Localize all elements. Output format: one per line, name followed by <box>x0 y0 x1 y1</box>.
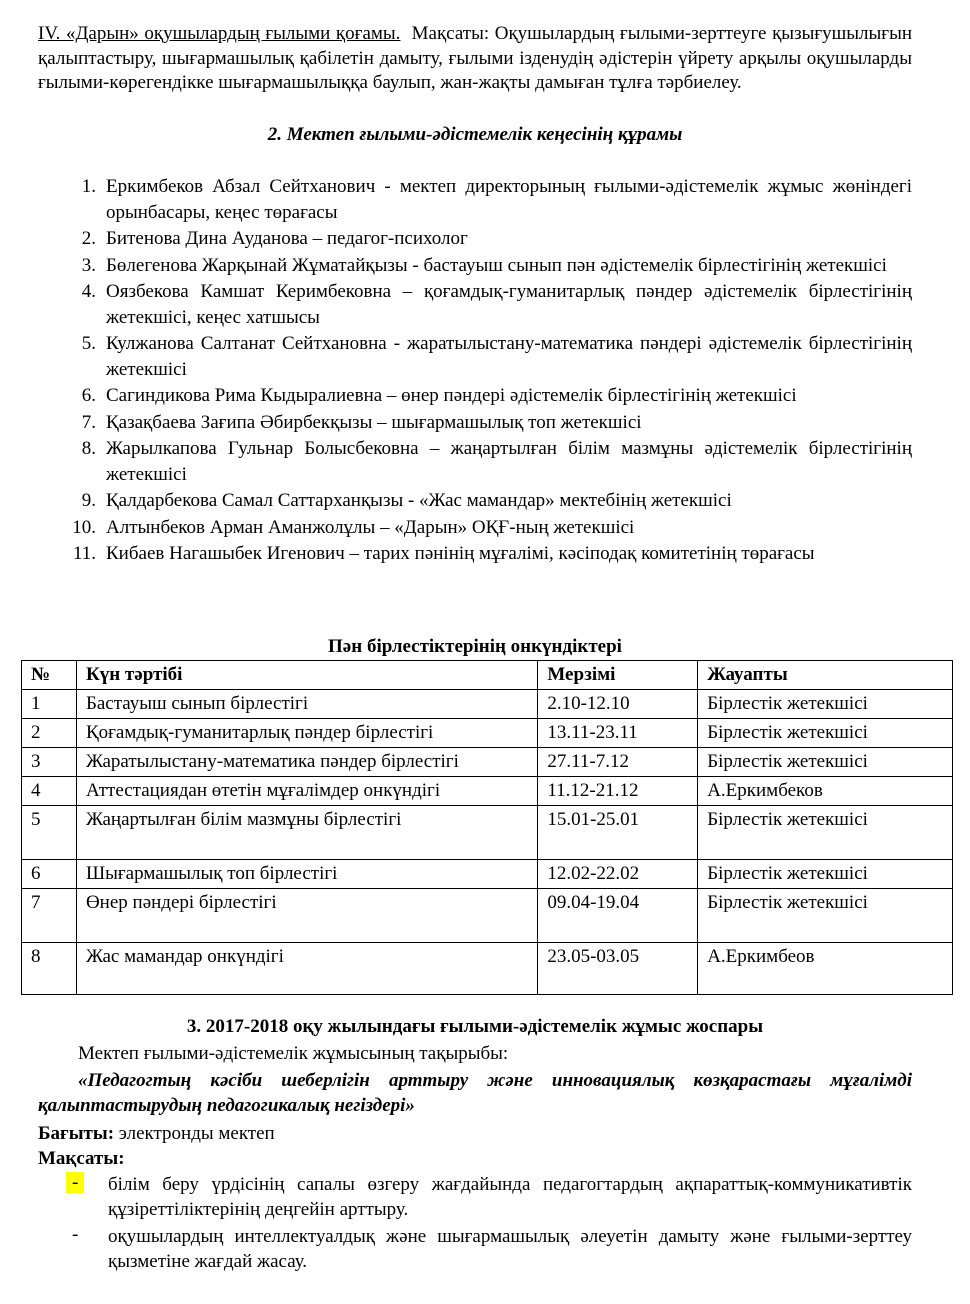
council-member-item <box>62 174 912 225</box>
cell-date: 15.01-25.01 <box>538 806 698 860</box>
list-number: 3. <box>81 254 96 276</box>
table-row <box>22 719 953 748</box>
onkundik-table <box>21 660 953 995</box>
council-member-item <box>62 488 912 514</box>
header-date: Мерзімі <box>538 661 698 690</box>
topic-text: «Педагогтың кәсіби шеберлігін арттыру және инновациялық көзқарастағы мұғалімді қалыптастырудың педагогикалық негіздері» <box>38 1070 912 1116</box>
member-text: Битенова Дина Ауданова – педагог-психолог <box>106 228 468 249</box>
table-row <box>22 943 953 995</box>
cell-date: 23.05-03.05 <box>538 943 698 995</box>
goal-item-1 <box>72 1172 912 1222</box>
member-text: Еркимбеков Абзал Сейтханович - мектеп директорының ғылыми-әдістемелік жұмыс жөніндегі орынбасары, кеңес төрағасы <box>106 176 912 223</box>
cell-resp: Бірлестік жетекшісі <box>698 860 953 889</box>
cell-item: Аттестациядан өтетін мұғалімдер онкүндігі <box>76 777 537 806</box>
cell-n: 3 <box>22 748 77 777</box>
intro-text: Мақсаты: Оқушылардың ғылыми-зерттеуге қызығушылығын қалыптастыру, шығармашылық қабілетін дамыту, ғылыми ізденудің әдістерін үйрету арқылы оқушыларды ғылыми-көрегендікке шығармашылыққа баулып, жан-жақты дамыған тұлға тәрбиелеу. <box>38 23 913 93</box>
council-member-item <box>62 515 912 541</box>
cell-resp: Бірлестік жетекшісі <box>698 690 953 719</box>
topic-label: Мектеп ғылыми-әдістемелік жұмысының тақырыбы: <box>78 1043 509 1064</box>
direction-line <box>38 1122 275 1146</box>
cell-n: 7 <box>22 889 77 943</box>
list-number: 6. <box>81 385 96 406</box>
highlighted-dash: - <box>66 1172 84 1193</box>
council-member-item <box>62 279 912 330</box>
list-number: 2. <box>81 228 96 249</box>
list-number: 1. <box>81 176 96 197</box>
section-lead: IV. «Дарын» оқушылардың ғылыми қоғамы. <box>38 23 401 44</box>
goals-label: Мақсаты: <box>38 1148 125 1169</box>
list-number: 8. <box>81 438 96 459</box>
cell-resp: Бірлестік жетекшісі <box>698 719 953 748</box>
goal-item-2 <box>72 1224 912 1274</box>
cell-item: Қоғамдық-гуманитарлық пәндер бірлестігі <box>76 719 537 748</box>
cell-n: 5 <box>22 806 77 860</box>
goal-text-1: білім беру үрдісінің сапалы өзгеру жағдайында педагогтардың ақпараттық-коммуникативтік құзіреттіліктерінің деңгейін арттыру. <box>108 1174 912 1220</box>
table-row <box>22 806 953 860</box>
list-number: 11. <box>72 543 96 564</box>
goal-dash-2: - <box>72 1224 79 1245</box>
council-member-item <box>62 253 912 279</box>
intro-paragraph <box>38 22 912 96</box>
table-row <box>22 777 953 806</box>
direction-label: Бағыты: <box>38 1123 115 1144</box>
table-title: Пән бірлестіктерінің онкүндіктері <box>328 636 622 657</box>
member-text: Алтынбеков Арман Аманжолұлы – «Дарын» ОҚҒ-ның жетекшісі <box>106 516 635 538</box>
table-header-row <box>22 661 953 690</box>
goal-text-2: оқушылардың интеллектуалдық және шығармашылық әлеуетін дамыту және ғылыми-зерттеу қызметіне жағдай жасау. <box>108 1226 912 1272</box>
cell-date: 09.04-19.04 <box>538 889 698 943</box>
table-row <box>22 690 953 719</box>
member-text: Кибаев Нагашыбек Игенович – тарих пәнінің мұғалімі, кәсіподақ комитетінің төрағасы <box>106 543 815 564</box>
member-text: Оязбекова Камшат Керимбековна – қоғамдық-гуманитарлық пәндер әдістемелік бірлестігінің жетекшісі, кеңес хатшысы <box>106 281 912 328</box>
member-text: Бөлегенова Жарқынай Жұматайқызы - бастауыш сынып пән әдістемелік бірлестігінің жетекшісі <box>106 254 887 276</box>
header-item: Күн тәртібі <box>76 661 537 690</box>
member-text: Қалдарбекова Самал Саттарханқызы - «Жас мамандар» мектебінің жетекшісі <box>106 490 732 511</box>
cell-item: Жас мамандар онкүндігі <box>76 943 537 995</box>
council-member-item <box>62 541 912 567</box>
council-member-item <box>62 410 912 436</box>
cell-item: Өнер пәндері бірлестігі <box>76 889 537 943</box>
cell-n: 6 <box>22 860 77 889</box>
member-text: Қазақбаева Зағипа Әбирбекқызы – шығармашылық топ жетекшісі <box>106 411 642 433</box>
council-member-item <box>62 331 912 382</box>
header-responsible: Жауапты <box>698 661 953 690</box>
cell-date: 11.12-21.12 <box>538 777 698 806</box>
table-row <box>22 860 953 889</box>
direction-text: электронды мектеп <box>118 1123 275 1144</box>
council-member-item <box>62 383 912 409</box>
cell-date: 12.02-22.02 <box>538 860 698 889</box>
cell-resp: А.Еркимбеов <box>698 943 953 995</box>
cell-item: Жаратылыстану-математика пәндер бірлестігі <box>76 748 537 777</box>
list-number: 7. <box>81 411 96 433</box>
council-heading: 2. Мектеп ғылыми-әдістемелік кеңесінің құрамы <box>267 124 683 145</box>
council-members-list <box>62 174 912 568</box>
cell-resp: А.Еркимбеков <box>698 777 953 806</box>
cell-date: 27.11-7.12 <box>538 748 698 777</box>
cell-resp: Бірлестік жетекшісі <box>698 806 953 860</box>
member-text: Кулжанова Салтанат Сейтхановна - жаратылыстану-математика пәндері әдістемелік бірлестігінің жетекшісі <box>106 333 912 380</box>
council-member-item <box>62 436 912 487</box>
member-text: Сагиндикова Рима Кыдыралиевна – өнер пәндері әдістемелік бірлестігінің жетекшісі <box>106 385 797 406</box>
cell-n: 1 <box>22 690 77 719</box>
cell-item: Шығармашылық топ бірлестігі <box>76 860 537 889</box>
cell-resp: Бірлестік жетекшісі <box>698 748 953 777</box>
list-number: 10. <box>72 516 96 538</box>
cell-item: Бастауыш сынып бірлестігі <box>76 690 537 719</box>
cell-resp: Бірлестік жетекшісі <box>698 889 953 943</box>
cell-item: Жаңартылған білім мазмұны бірлестігі <box>76 806 537 860</box>
list-number: 5. <box>81 333 96 354</box>
table-row <box>22 889 953 943</box>
cell-n: 2 <box>22 719 77 748</box>
council-member-item <box>62 226 912 252</box>
table-row <box>22 748 953 777</box>
cell-date: 13.11-23.11 <box>538 719 698 748</box>
member-text: Жарылкапова Гульнар Болысбековна – жаңартылған білім мазмұны әдістемелік бірлестігінің жетекшісі <box>106 438 912 485</box>
list-number: 4. <box>81 281 96 302</box>
cell-n: 8 <box>22 943 77 995</box>
list-number: 9. <box>81 490 96 511</box>
cell-date: 2.10-12.10 <box>538 690 698 719</box>
header-num: № <box>22 661 77 690</box>
cell-n: 4 <box>22 777 77 806</box>
plan-heading: 3. 2017-2018 оқу жылындағы ғылыми-әдістемелік жұмыс жоспары <box>186 1016 764 1037</box>
